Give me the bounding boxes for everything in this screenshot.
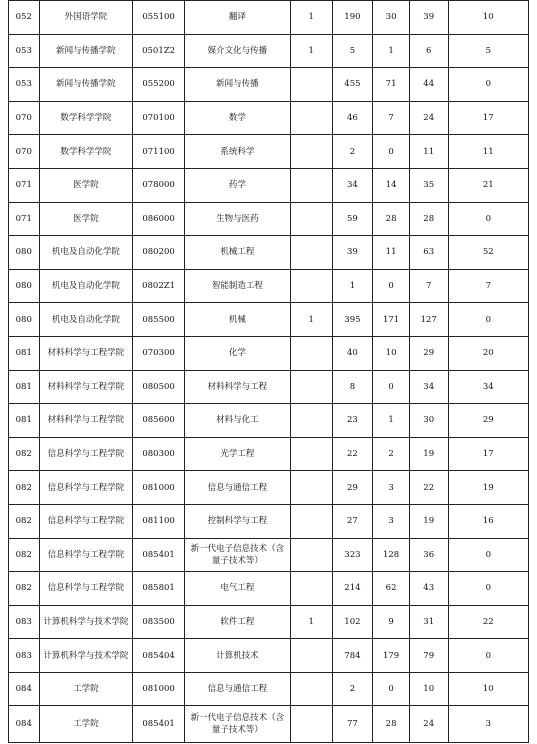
table-row bbox=[9, 202, 529, 236]
major-name-cell: 光学工程 bbox=[185, 437, 291, 471]
first-choice-cell: 171 bbox=[373, 303, 410, 337]
major-code-cell: 086000 bbox=[133, 202, 185, 236]
college-name-cell: 机电及自动化学院 bbox=[39, 303, 133, 337]
flag-cell bbox=[290, 672, 332, 706]
major-name-cell: 数学 bbox=[185, 101, 291, 135]
applicants-cell: 214 bbox=[332, 572, 373, 606]
applicants-cell: 102 bbox=[332, 605, 373, 639]
major-code-cell: 081000 bbox=[133, 672, 185, 706]
major-name-cell: 控制科学与工程 bbox=[185, 504, 291, 538]
major-name-cell: 机械 bbox=[185, 303, 291, 337]
table-row bbox=[9, 538, 529, 572]
college-name-cell: 信息科学与工程学院 bbox=[39, 572, 133, 606]
flag-cell bbox=[290, 135, 332, 169]
first-choice-cell: 0 bbox=[373, 269, 410, 303]
transfer-cell: 0 bbox=[448, 639, 528, 673]
major-code-cell: 085401 bbox=[133, 538, 185, 572]
major-name-cell: 药学 bbox=[185, 168, 291, 202]
flag-cell: 1 bbox=[290, 1, 332, 35]
major-name-cell: 软件工程 bbox=[185, 605, 291, 639]
major-name-cell: 媒介文化与传播 bbox=[185, 34, 291, 68]
major-code-cell: 080200 bbox=[133, 236, 185, 270]
applicants-cell: 27 bbox=[332, 504, 373, 538]
major-code-cell: 085500 bbox=[133, 303, 185, 337]
major-code-cell: 080300 bbox=[133, 437, 185, 471]
major-code-cell: 0802Z1 bbox=[133, 269, 185, 303]
college-code-cell: 071 bbox=[9, 202, 40, 236]
college-code-cell: 082 bbox=[9, 538, 40, 572]
first-choice-cell: 7 bbox=[373, 101, 410, 135]
college-code-cell: 082 bbox=[9, 572, 40, 606]
table-row bbox=[9, 639, 529, 673]
applicants-cell: 784 bbox=[332, 639, 373, 673]
admissions-table bbox=[8, 0, 529, 743]
major-code-cell: 055200 bbox=[133, 68, 185, 102]
first-choice-cell: 128 bbox=[373, 538, 410, 572]
applicants-cell: 77 bbox=[332, 706, 373, 743]
first-choice-cell: 179 bbox=[373, 639, 410, 673]
first-choice-cell: 28 bbox=[373, 706, 410, 743]
table-row bbox=[9, 437, 529, 471]
college-name-cell: 医学院 bbox=[39, 168, 133, 202]
first-choice-cell: 30 bbox=[373, 1, 410, 35]
table-row bbox=[9, 572, 529, 606]
flag-cell bbox=[290, 101, 332, 135]
plan-cell: 31 bbox=[409, 605, 448, 639]
major-name-cell: 新一代电子信息技术（含量子技术等） bbox=[185, 538, 291, 572]
plan-cell: 10 bbox=[409, 672, 448, 706]
transfer-cell: 7 bbox=[448, 269, 528, 303]
college-name-cell: 数学科学学院 bbox=[39, 135, 133, 169]
table-row bbox=[9, 706, 529, 743]
college-name-cell: 工学院 bbox=[39, 706, 133, 743]
major-name-cell: 材料科学与工程 bbox=[185, 370, 291, 404]
flag-cell bbox=[290, 336, 332, 370]
table-body bbox=[9, 1, 529, 743]
college-code-cell: 084 bbox=[9, 672, 40, 706]
table-row bbox=[9, 1, 529, 35]
major-code-cell: 078000 bbox=[133, 168, 185, 202]
flag-cell bbox=[290, 168, 332, 202]
applicants-cell: 59 bbox=[332, 202, 373, 236]
first-choice-cell: 10 bbox=[373, 336, 410, 370]
college-name-cell: 医学院 bbox=[39, 202, 133, 236]
transfer-cell: 19 bbox=[448, 471, 528, 505]
flag-cell bbox=[290, 236, 332, 270]
flag-cell bbox=[290, 202, 332, 236]
transfer-cell: 52 bbox=[448, 236, 528, 270]
major-code-cell: 085404 bbox=[133, 639, 185, 673]
major-name-cell: 信息与通信工程 bbox=[185, 471, 291, 505]
table-row bbox=[9, 135, 529, 169]
college-name-cell: 外国语学院 bbox=[39, 1, 133, 35]
flag-cell bbox=[290, 572, 332, 606]
first-choice-cell: 71 bbox=[373, 68, 410, 102]
major-name-cell: 新一代电子信息技术（含量子技术等） bbox=[185, 706, 291, 743]
first-choice-cell: 1 bbox=[373, 34, 410, 68]
college-code-cell: 082 bbox=[9, 471, 40, 505]
college-code-cell: 081 bbox=[9, 370, 40, 404]
transfer-cell: 0 bbox=[448, 303, 528, 337]
transfer-cell: 20 bbox=[448, 336, 528, 370]
college-name-cell: 计算机科学与技术学院 bbox=[39, 605, 133, 639]
transfer-cell: 34 bbox=[448, 370, 528, 404]
college-code-cell: 070 bbox=[9, 101, 40, 135]
table-row bbox=[9, 336, 529, 370]
college-name-cell: 材料科学与工程学院 bbox=[39, 370, 133, 404]
table-row bbox=[9, 168, 529, 202]
transfer-cell: 11 bbox=[448, 135, 528, 169]
college-name-cell: 信息科学与工程学院 bbox=[39, 471, 133, 505]
applicants-cell: 22 bbox=[332, 437, 373, 471]
plan-cell: 79 bbox=[409, 639, 448, 673]
plan-cell: 24 bbox=[409, 101, 448, 135]
major-name-cell: 生物与医药 bbox=[185, 202, 291, 236]
table-row bbox=[9, 101, 529, 135]
transfer-cell: 3 bbox=[448, 706, 528, 743]
applicants-cell: 395 bbox=[332, 303, 373, 337]
transfer-cell: 16 bbox=[448, 504, 528, 538]
table-row bbox=[9, 269, 529, 303]
major-code-cell: 070300 bbox=[133, 336, 185, 370]
table-row bbox=[9, 672, 529, 706]
plan-cell: 43 bbox=[409, 572, 448, 606]
first-choice-cell: 14 bbox=[373, 168, 410, 202]
college-code-cell: 081 bbox=[9, 404, 40, 438]
first-choice-cell: 0 bbox=[373, 135, 410, 169]
major-code-cell: 081100 bbox=[133, 504, 185, 538]
applicants-cell: 23 bbox=[332, 404, 373, 438]
first-choice-cell: 1 bbox=[373, 404, 410, 438]
transfer-cell: 0 bbox=[448, 538, 528, 572]
college-name-cell: 数学科学学院 bbox=[39, 101, 133, 135]
major-name-cell: 化学 bbox=[185, 336, 291, 370]
transfer-cell: 0 bbox=[448, 572, 528, 606]
applicants-cell: 46 bbox=[332, 101, 373, 135]
college-name-cell: 机电及自动化学院 bbox=[39, 269, 133, 303]
transfer-cell: 17 bbox=[448, 437, 528, 471]
plan-cell: 34 bbox=[409, 370, 448, 404]
college-code-cell: 070 bbox=[9, 135, 40, 169]
college-code-cell: 083 bbox=[9, 639, 40, 673]
college-name-cell: 材料科学与工程学院 bbox=[39, 336, 133, 370]
college-code-cell: 052 bbox=[9, 1, 40, 35]
flag-cell: 1 bbox=[290, 303, 332, 337]
college-code-cell: 080 bbox=[9, 269, 40, 303]
major-code-cell: 070100 bbox=[133, 101, 185, 135]
college-code-cell: 080 bbox=[9, 236, 40, 270]
plan-cell: 35 bbox=[409, 168, 448, 202]
transfer-cell: 22 bbox=[448, 605, 528, 639]
plan-cell: 7 bbox=[409, 269, 448, 303]
plan-cell: 39 bbox=[409, 1, 448, 35]
plan-cell: 28 bbox=[409, 202, 448, 236]
table-row bbox=[9, 303, 529, 337]
major-code-cell: 085801 bbox=[133, 572, 185, 606]
major-code-cell: 085401 bbox=[133, 706, 185, 743]
applicants-cell: 190 bbox=[332, 1, 373, 35]
applicants-cell: 39 bbox=[332, 236, 373, 270]
major-code-cell: 081000 bbox=[133, 471, 185, 505]
first-choice-cell: 0 bbox=[373, 370, 410, 404]
major-name-cell: 计算机技术 bbox=[185, 639, 291, 673]
plan-cell: 44 bbox=[409, 68, 448, 102]
first-choice-cell: 9 bbox=[373, 605, 410, 639]
transfer-cell: 29 bbox=[448, 404, 528, 438]
college-code-cell: 082 bbox=[9, 504, 40, 538]
college-name-cell: 计算机科学与技术学院 bbox=[39, 639, 133, 673]
transfer-cell: 21 bbox=[448, 168, 528, 202]
flag-cell bbox=[290, 471, 332, 505]
first-choice-cell: 28 bbox=[373, 202, 410, 236]
flag-cell bbox=[290, 404, 332, 438]
table-row bbox=[9, 236, 529, 270]
table-row bbox=[9, 370, 529, 404]
flag-cell: 1 bbox=[290, 605, 332, 639]
major-name-cell: 机械工程 bbox=[185, 236, 291, 270]
applicants-cell: 40 bbox=[332, 336, 373, 370]
major-code-cell: 085600 bbox=[133, 404, 185, 438]
college-code-cell: 082 bbox=[9, 437, 40, 471]
flag-cell bbox=[290, 68, 332, 102]
major-code-cell: 080500 bbox=[133, 370, 185, 404]
college-code-cell: 053 bbox=[9, 68, 40, 102]
flag-cell bbox=[290, 504, 332, 538]
first-choice-cell: 0 bbox=[373, 672, 410, 706]
plan-cell: 24 bbox=[409, 706, 448, 743]
flag-cell bbox=[290, 706, 332, 743]
major-name-cell: 信息与通信工程 bbox=[185, 672, 291, 706]
plan-cell: 29 bbox=[409, 336, 448, 370]
first-choice-cell: 3 bbox=[373, 471, 410, 505]
college-code-cell: 080 bbox=[9, 303, 40, 337]
college-code-cell: 081 bbox=[9, 336, 40, 370]
college-name-cell: 信息科学与工程学院 bbox=[39, 437, 133, 471]
first-choice-cell: 2 bbox=[373, 437, 410, 471]
first-choice-cell: 62 bbox=[373, 572, 410, 606]
major-code-cell: 083500 bbox=[133, 605, 185, 639]
table-row bbox=[9, 404, 529, 438]
table-row bbox=[9, 471, 529, 505]
table-row bbox=[9, 68, 529, 102]
applicants-cell: 5 bbox=[332, 34, 373, 68]
applicants-cell: 455 bbox=[332, 68, 373, 102]
plan-cell: 63 bbox=[409, 236, 448, 270]
major-name-cell: 翻译 bbox=[185, 1, 291, 35]
flag-cell bbox=[290, 370, 332, 404]
plan-cell: 30 bbox=[409, 404, 448, 438]
transfer-cell: 5 bbox=[448, 34, 528, 68]
college-name-cell: 工学院 bbox=[39, 672, 133, 706]
plan-cell: 19 bbox=[409, 437, 448, 471]
college-code-cell: 053 bbox=[9, 34, 40, 68]
transfer-cell: 0 bbox=[448, 68, 528, 102]
major-code-cell: 0501Z2 bbox=[133, 34, 185, 68]
transfer-cell: 17 bbox=[448, 101, 528, 135]
college-name-cell: 机电及自动化学院 bbox=[39, 236, 133, 270]
major-name-cell: 智能制造工程 bbox=[185, 269, 291, 303]
college-name-cell: 信息科学与工程学院 bbox=[39, 504, 133, 538]
flag-cell bbox=[290, 538, 332, 572]
plan-cell: 127 bbox=[409, 303, 448, 337]
plan-cell: 19 bbox=[409, 504, 448, 538]
applicants-cell: 323 bbox=[332, 538, 373, 572]
college-code-cell: 071 bbox=[9, 168, 40, 202]
college-code-cell: 083 bbox=[9, 605, 40, 639]
table-row bbox=[9, 605, 529, 639]
plan-cell: 6 bbox=[409, 34, 448, 68]
college-name-cell: 新闻与传播学院 bbox=[39, 34, 133, 68]
table-row bbox=[9, 504, 529, 538]
plan-cell: 36 bbox=[409, 538, 448, 572]
major-name-cell: 系统科学 bbox=[185, 135, 291, 169]
flag-cell bbox=[290, 639, 332, 673]
transfer-cell: 10 bbox=[448, 672, 528, 706]
table-row bbox=[9, 34, 529, 68]
applicants-cell: 1 bbox=[332, 269, 373, 303]
first-choice-cell: 11 bbox=[373, 236, 410, 270]
flag-cell bbox=[290, 269, 332, 303]
applicants-cell: 2 bbox=[332, 135, 373, 169]
flag-cell bbox=[290, 437, 332, 471]
college-code-cell: 084 bbox=[9, 706, 40, 743]
flag-cell: 1 bbox=[290, 34, 332, 68]
applicants-cell: 34 bbox=[332, 168, 373, 202]
major-code-cell: 071100 bbox=[133, 135, 185, 169]
applicants-cell: 29 bbox=[332, 471, 373, 505]
major-name-cell: 材料与化工 bbox=[185, 404, 291, 438]
major-code-cell: 055100 bbox=[133, 1, 185, 35]
college-name-cell: 信息科学与工程学院 bbox=[39, 538, 133, 572]
transfer-cell: 0 bbox=[448, 202, 528, 236]
major-name-cell: 新闻与传播 bbox=[185, 68, 291, 102]
plan-cell: 11 bbox=[409, 135, 448, 169]
college-name-cell: 材料科学与工程学院 bbox=[39, 404, 133, 438]
college-name-cell: 新闻与传播学院 bbox=[39, 68, 133, 102]
major-name-cell: 电气工程 bbox=[185, 572, 291, 606]
first-choice-cell: 3 bbox=[373, 504, 410, 538]
plan-cell: 22 bbox=[409, 471, 448, 505]
applicants-cell: 2 bbox=[332, 672, 373, 706]
applicants-cell: 8 bbox=[332, 370, 373, 404]
transfer-cell: 10 bbox=[448, 1, 528, 35]
